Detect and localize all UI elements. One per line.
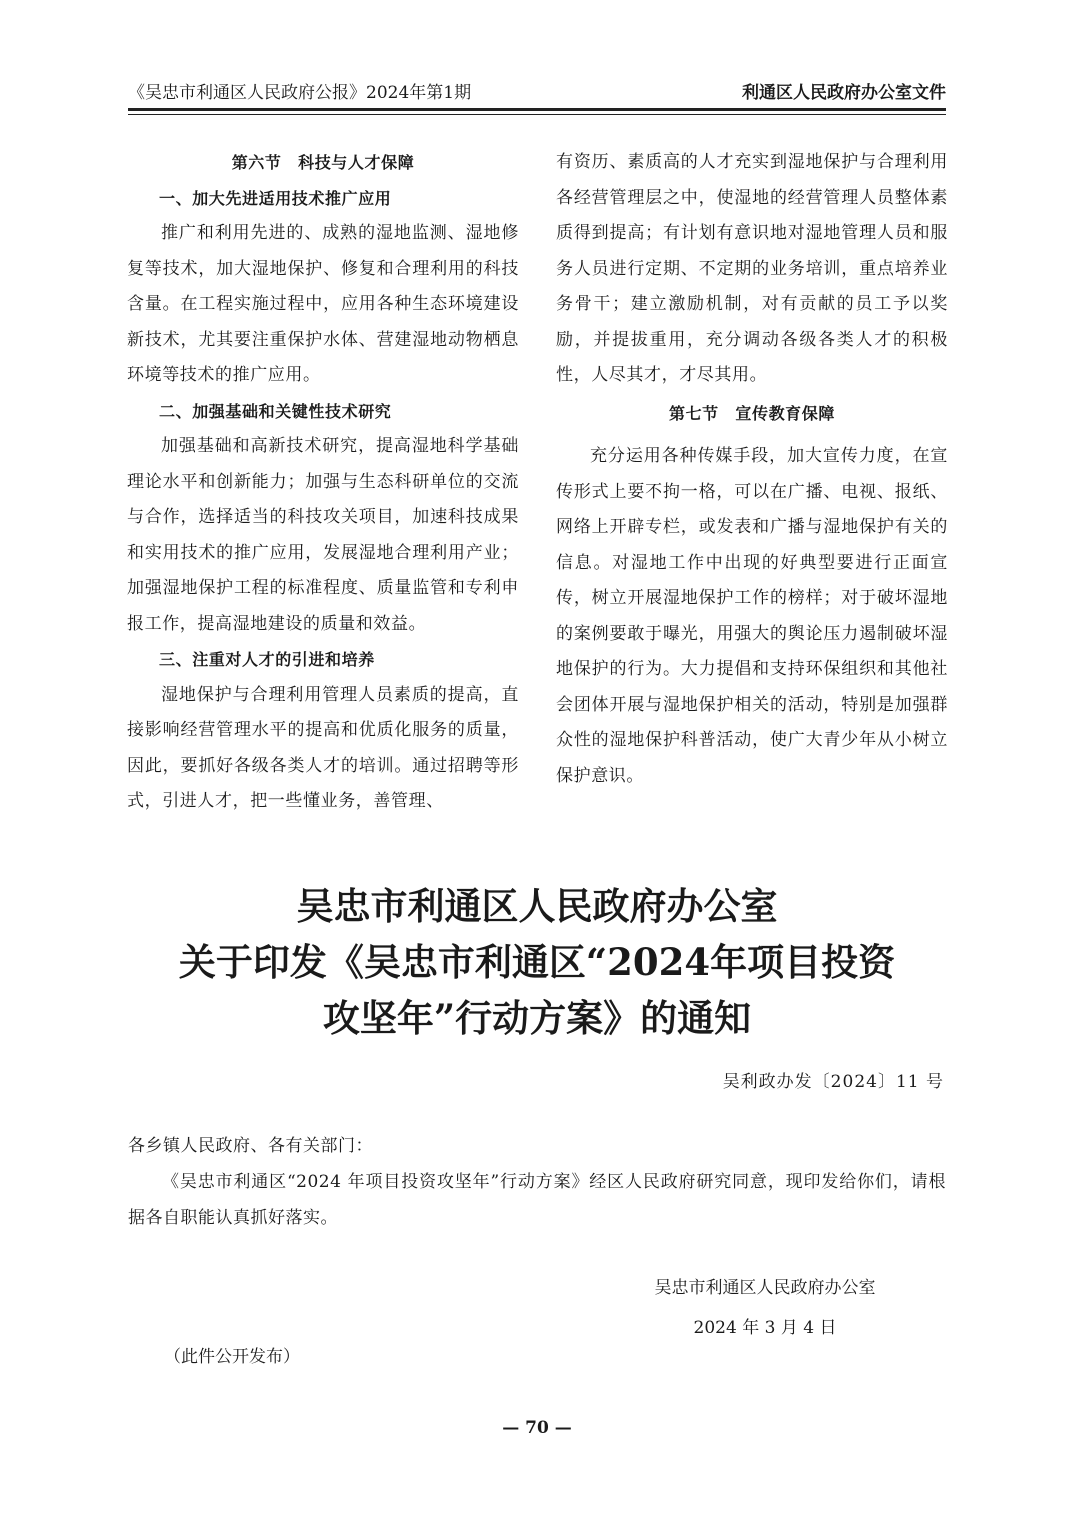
right-column [556,145,948,794]
notice-title-line-2: 关于印发《吴忠市利通区“2024年项目投资 [178,940,896,984]
header-document-type: 利通区人民政府办公室文件 [742,83,946,103]
issue-date: 2024 年 3 月 4 日 [693,1318,837,1338]
left-column [127,145,519,820]
subheading-1: 一、加大先进适用技术推广应用 [159,188,392,208]
paragraph-3-continued: 有资历、素质高的人才充实到湿地保护与合理利用各经营管理层之中，使湿地的经营管理人员整体素质得到提高；有计划有意识地对湿地管理人员和服务人员进行定期、不定期的业务培训，重点培养业务骨干；建立激励机制，对有贡献的员工予以奖励，并提拔重用，充分调动各级各类人才的积极性，人尽其才，才尽其用。 [556,152,948,385]
notice-paragraph: 《吴忠市利通区“2024 年项目投资攻坚年”行动方案》经区人民政府研究同意，现印发给你们，请根据各自职能认真抓好落实。 [128,1172,946,1228]
paragraph-4: 充分运用各种传媒手段，加大宣传力度，在宣传形式上要不拘一格，可以在广播、电视、报纸、网络上开辟专栏，或发表和广播与湿地保护有关的信息。对湿地工作中出现的好典型要进行正面宣传，树立开展湿地保护工作的榜样；对于破坏湿地的案例要敢于曝光，用强大的舆论压力遏制破坏湿地保护的行为。大力提倡和支持环保组织和其他社会团体开展与湿地保护相关的活动，特别是加强群众性的湿地保护科普活动，使广大青少年从小树立保护意识。 [556,446,948,786]
notice-title-line-1: 吴忠市利通区人民政府办公室 [296,884,778,928]
subheading-3: 三、注重对人才的引进和培养 [159,650,375,669]
page-number: — 70 — [502,1418,572,1438]
document-number: 吴利政办发〔2024〕11 号 [722,1072,944,1092]
header-rule-thick [128,108,946,111]
notice-title-line-3: 攻坚年”行动方案》的通知 [322,996,752,1040]
publication-note: （此件公开发布） [164,1347,300,1367]
paragraph-2: 加强基础和高新技术研究，提高湿地科学基础理论水平和创新能力；加强与生态科研单位的交流与合作，选择适当的科技攻关项目，加速科技成果和实用技术的推广应用，发展湿地合理利用产业；加强湿地保护工程的标准程度、质量监管和专利申报工作，提高湿地建设的质量和效益。 [127,436,519,634]
paragraph-1: 推广和利用先进的、成熟的湿地监测、湿地修复等技术，加大湿地保护、修复和合理利用的科技含量。在工程实施过程中，应用各种生态环境建设新技术，尤其要注重保护水体、营建湿地动物栖息环境等技术的推广应用。 [127,223,519,385]
notice-title [128,878,946,1046]
salutation: 各乡镇人民政府、各有关部门： [128,1136,373,1156]
signature-block [560,1270,970,1346]
signer: 吴忠市利通区人民政府办公室 [654,1278,876,1298]
subheading-2: 二、加强基础和关键性技术研究 [159,401,392,421]
section6-title: 第六节 科技与人才保障 [231,153,415,172]
page-header [128,76,946,106]
header-rule-thin [128,114,946,115]
paragraph-3: 湿地保护与合理利用管理人员素质的提高，直接影响经营管理水平的提高和优质化服务的质量，因此，要抓好各级各类人才的培训。通过招聘等形式，引进人才，把一些懂业务，善管理、 [127,684,519,811]
header-publication: 《吴忠市利通区人民政府公报》2024年第1期 [128,83,472,103]
section7-title: 第七节 宣传教育保障 [668,403,835,423]
notice-body [128,1128,946,1236]
